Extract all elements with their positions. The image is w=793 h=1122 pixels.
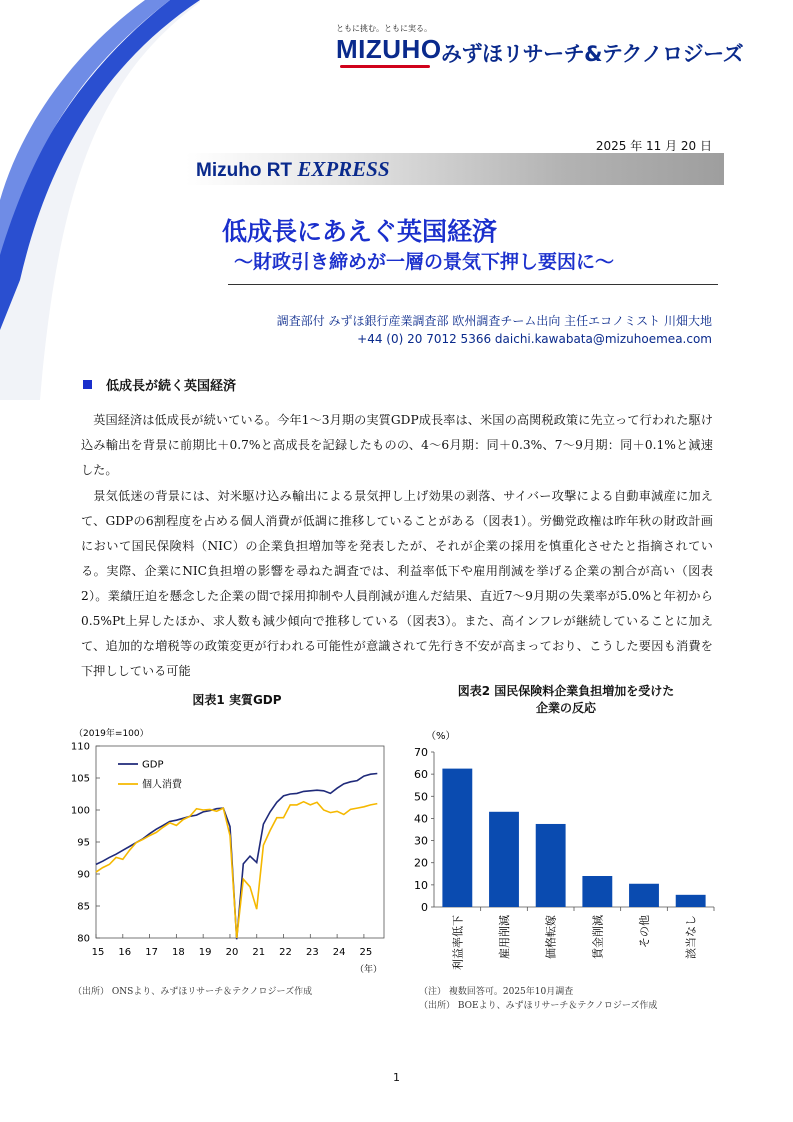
logo-wordmark: MIZUHO <box>336 34 442 64</box>
chart1-x-tick-label: 16 <box>118 947 132 958</box>
chart2-category-label: 該当なし <box>684 915 698 959</box>
chart2-category-label: 価格転嫁 <box>544 915 558 959</box>
chart2-title <box>420 683 712 717</box>
section-bullet-icon <box>83 380 92 389</box>
chart1-x-tick-label: 23 <box>305 947 319 958</box>
chart2-y-tick-label: 40 <box>414 812 428 826</box>
chart2-y-tick-label: 60 <box>414 768 428 782</box>
body-paragraph: 英国経済は低成長が続いている。今年1～3月期の実質GDP成長率は、米国の高関税政策に先立って行われた駆け込み輸出を背景に前期比＋0.7%と高成長を記録したものの、4～6月期：同＋0.3%、7～9月期：同＋0.1%と減速した。 <box>81 413 713 477</box>
chart1-x-axis-label: （年） <box>354 965 382 975</box>
author-contact: +44 (0) 20 7012 5366 daichi.kawabata@mizuhoemea.com <box>357 332 712 346</box>
chart2-bar <box>536 824 566 907</box>
chart2-bar <box>582 876 612 907</box>
chart2-source: （出所） BOEより、みずほリサーチ＆テクノロジーズ作成 <box>419 1001 658 1011</box>
company-name: みずほリサーチ&テクノロジーズ <box>441 42 744 66</box>
chart1-y-tick-label: 90 <box>77 869 90 881</box>
chart2-category-label: 利益率低下 <box>451 915 465 970</box>
chart2-y-tick-label: 10 <box>414 878 428 892</box>
chart2-bar <box>442 769 472 907</box>
chart2-category-label: その他 <box>638 915 651 948</box>
chart1-x-tick-label: 20 <box>225 947 239 958</box>
logo-red-bar <box>340 65 430 68</box>
chart2-bar-chart <box>396 722 726 984</box>
chart1-source: （出所） ONSより、みずほリサーチ＆テクノロジーズ作成 <box>73 987 313 997</box>
series-header-part1: Mizuho RT <box>196 160 298 181</box>
section-heading-text: 低成長が続く英国経済 <box>106 379 237 394</box>
chart2-y-tick-label: 0 <box>421 901 428 914</box>
chart1-x-tick-label: 25 <box>359 947 373 958</box>
chart1-x-tick-label: 18 <box>172 947 185 958</box>
chart1-unit-label: （2019年=100） <box>74 729 149 739</box>
chart2-y-tick-label: 30 <box>414 834 428 848</box>
chart2-category-label: 雇用削減 <box>498 915 511 959</box>
chart2-bar <box>489 812 519 907</box>
chart1-x-tick-label: 22 <box>279 947 292 958</box>
decorative-swoosh <box>0 0 200 400</box>
logo-tagline: ともに挑む。ともに実る。 <box>336 24 432 33</box>
chart1-y-tick-label: 100 <box>70 805 90 817</box>
report-title: 低成長にあえぐ英国経済 <box>222 217 498 246</box>
chart2-y-tick-label: 70 <box>414 746 428 759</box>
chart2-note: （注） 複数回答可。2025年10月調査 <box>419 987 574 997</box>
series-header-part2: EXPRESS <box>297 157 390 181</box>
chart1-x-tick-label: 21 <box>252 947 266 958</box>
chart1-y-tick-label: 85 <box>77 901 90 913</box>
chart1-y-tick-label: 110 <box>70 741 90 753</box>
chart1-x-tick-label: 19 <box>198 947 212 958</box>
report-subtitle: ～財政引き締めが一層の景気下押し要因に～ <box>234 251 615 273</box>
chart1-gdp-line-chart <box>60 722 390 984</box>
title-divider <box>228 284 718 285</box>
chart1-legend-label: GDP <box>142 759 164 771</box>
chart1-y-tick-label: 95 <box>77 837 90 849</box>
chart2-y-tick-label: 50 <box>414 790 428 804</box>
chart1-series-line-gdp <box>96 774 377 940</box>
chart1-y-tick-label: 80 <box>77 933 90 945</box>
author-line: 調査部付 みずほ銀行産業調査部 欧州調査チーム出向 主任エコノミスト 川畑大地 <box>276 314 712 328</box>
chart1-x-tick-label: 15 <box>91 947 105 958</box>
chart2-unit-label: （%） <box>426 731 456 742</box>
chart1-x-tick-label: 17 <box>145 947 158 958</box>
company-logo <box>336 23 744 78</box>
chart2-y-tick-label: 20 <box>414 856 428 870</box>
chart2-title-line2: 企業の反応 <box>535 701 596 715</box>
section-heading <box>83 375 236 394</box>
chart1-x-tick-label: 24 <box>332 947 346 958</box>
chart2-title-line1: 図表2 国民保険料企業負担増加を受けた <box>457 684 675 698</box>
page-number: 1 <box>393 1071 400 1084</box>
series-header-band <box>186 153 724 185</box>
publish-date: 2025 年 11 月 20 日 <box>595 139 712 153</box>
chart2-bar <box>676 895 706 907</box>
chart1-legend-label: 個人消費 <box>142 779 182 791</box>
chart2-bar <box>629 884 659 907</box>
chart1-series-line-consumption <box>96 802 377 938</box>
chart1-y-tick-label: 105 <box>70 773 90 785</box>
chart1-title: 図表1 実質GDP <box>192 693 282 707</box>
chart2-category-label: 賃金削減 <box>591 915 605 959</box>
series-header <box>196 157 390 182</box>
body-paragraph: 景気低迷の背景には、対米駆け込み輸出による景気押し上げ効果の剥落、サイバー攻撃による自動車減産に加えて、GDPの6割程度を占める個人消費が低調に推移していることがある（図表1）。労働党政権は昨年秋の財政計画において国民保険料（NIC）の企業負担増加等を発表したが、それが企業の採用を慎重化させたと指摘されている。実際、企業にNIC負担増の影響を尋ねた調査では、利益率低下や雇用削減を挙げる企業の割合が高い（図表2）。業績圧迫を懸念した企業の間で採用抑制や人員削減が進んだ結果、直近7～9月期の失業率が5.0%と年初から0.5%Pt上昇したほか、求人数も減少傾向で推移している（図表3）。また、高インフレが継続していることに加えて、追加的な増税等の政策変更が行われる可能性が意識されて先行き不安が高まっており、こうした要因も消費を下押ししている可能 <box>81 489 713 677</box>
